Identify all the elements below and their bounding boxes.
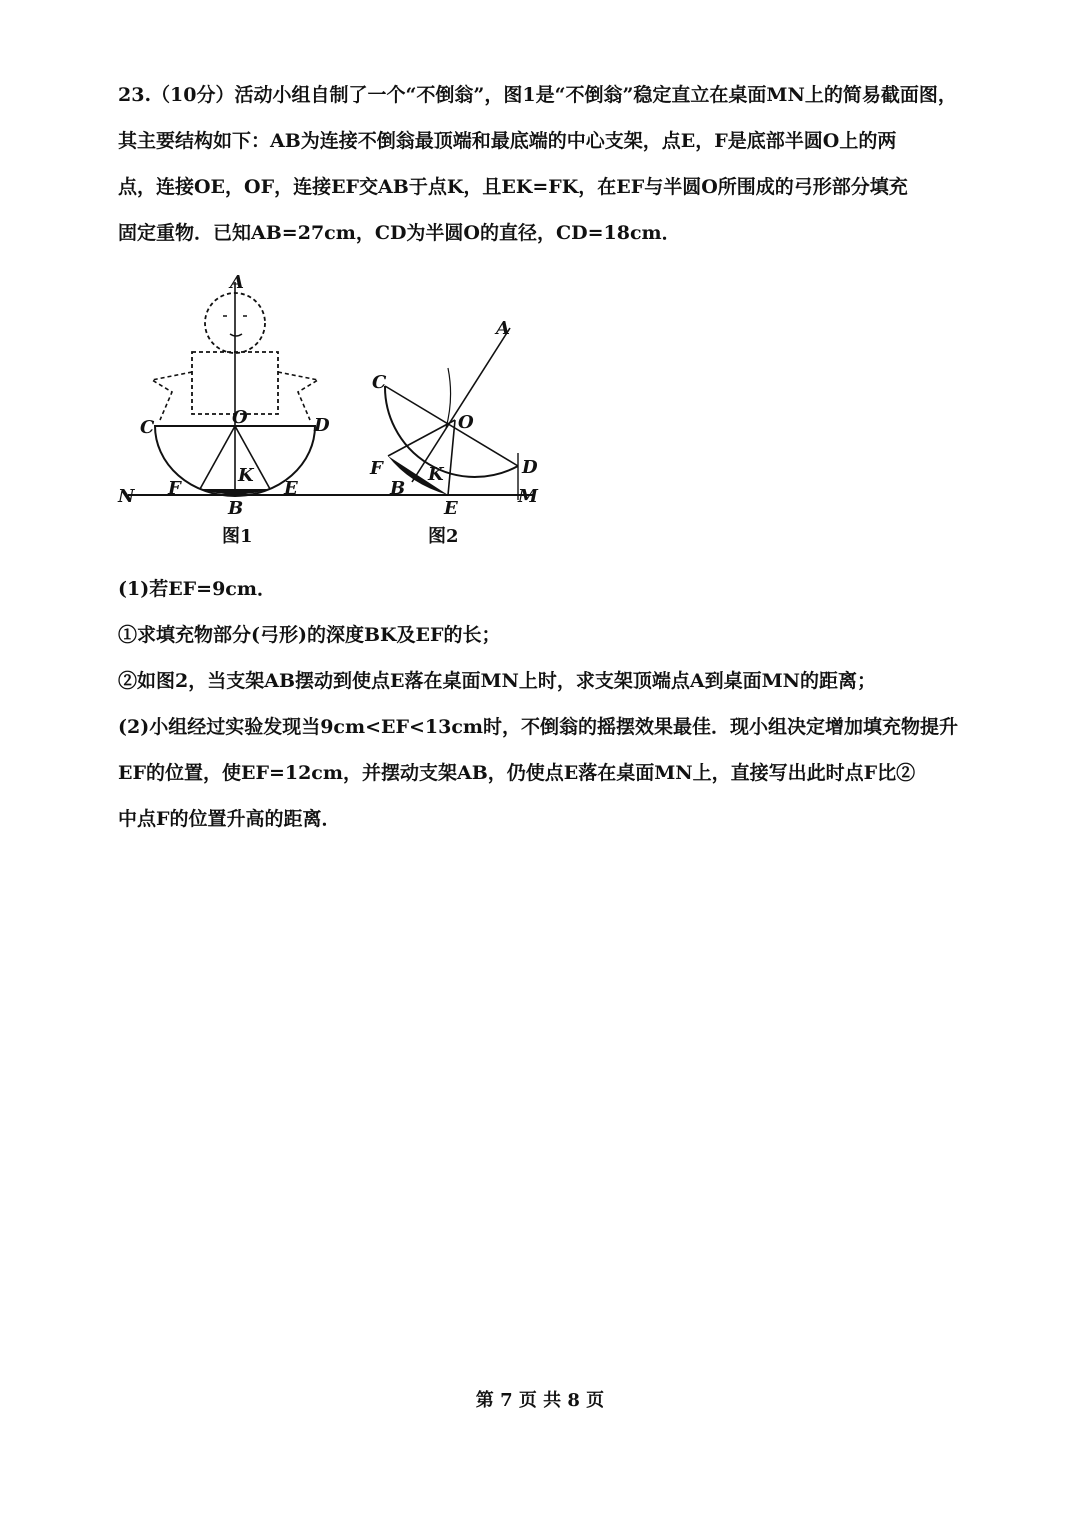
label-m: M [518, 486, 538, 507]
page-footer [0, 1386, 1080, 1412]
segment-of [200, 426, 235, 489]
part2-line3: 中点F的位置升高的距离． [118, 808, 341, 830]
label-b-2: B [390, 478, 406, 499]
intro-line-4: 固定重物．已知AB=27cm，CD为半圆O的直径，CD=18cm． [118, 222, 681, 244]
label-a-1: A [230, 272, 244, 293]
label-c-2: C [372, 372, 387, 393]
axis-ab-2 [412, 328, 510, 482]
segment-of-2 [388, 420, 455, 456]
part1-condition: (1)若EF=9cm． [118, 578, 276, 600]
intro-line-3: 点，连接OE，OF，连接EF交AB于点K，且EK=FK，在EF与半圆O所围成的弓形部分填充 [118, 176, 908, 198]
figures-svg [110, 268, 570, 558]
question-intro [118, 72, 1018, 256]
label-o-1: O [232, 407, 248, 428]
part2-line2: EF的位置，使EF=12cm，并摆动支架AB，仍使点E落在桌面MN上，直接写出此时点F比② [118, 762, 916, 784]
label-a-2: A [496, 318, 510, 339]
label-k-2: K [428, 464, 444, 485]
label-f-2: F [370, 458, 383, 479]
label-d-2: D [522, 457, 538, 478]
part1-sub2: ②如图2，当支架AB摆动到使点E落在桌面MN上时，求支架顶端点A到桌面MN的距离； [118, 670, 877, 692]
figure-1 [117, 272, 330, 547]
label-k-1: K [238, 465, 254, 486]
part2-line1: (2)小组经过实验发现当9cm<EF<13cm时，不倒翁的摇摆效果最佳．现小组决定增加填充物提升 [118, 716, 959, 738]
intro-line-2: 其主要结构如下：AB为连接不倒翁最顶端和最底端的中心支架，点E，F是底部半圆O上的两 [118, 130, 897, 152]
segment-oe-2 [448, 420, 455, 495]
label-b-1: B [228, 498, 244, 519]
caption-fig-2: 图2 [428, 526, 459, 547]
figure-2 [369, 318, 539, 547]
label-f-1: F [168, 478, 181, 499]
part1-sub1: ①求填充物部分(弓形)的深度BK及EF的长； [118, 624, 501, 646]
caption-fig-1: 图1 [222, 526, 253, 547]
page-number-text: 第 7 页 共 8 页 [475, 1390, 605, 1411]
label-c-1: C [140, 417, 155, 438]
label-e-1: E [284, 478, 298, 499]
intro-line-1: 23.（10分）活动小组自制了一个“不倒翁”，图1是“不倒翁”稳定直立在桌面MN上的简易截面图， [118, 84, 957, 106]
label-d-1: D [314, 415, 330, 436]
geometry-figures [110, 268, 570, 562]
label-o-2: O [458, 412, 474, 433]
arc-mark-o [446, 368, 451, 428]
label-n: N [118, 486, 135, 507]
label-e-2: E [444, 498, 458, 519]
